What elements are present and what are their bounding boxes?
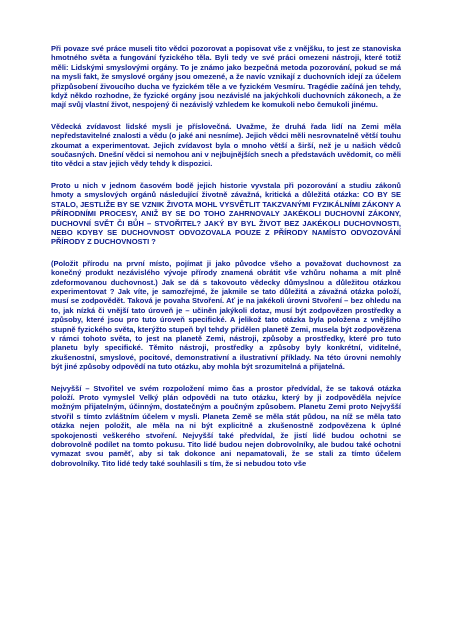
paragraph-great-plan: Nejvyšší – Stvořitel ve svém rozpoložení mimo čas a prostor předvídal, že se taková otázka položí. Proto vymyslel Velký plán odpovědi na tuto otázku, který by ji zodpověděla nejvíce možným přijatelným, účinným, dostatečným a poučným způsobem. Planetu Zemi proto Nejvyšší stvořil s tímto zvláštním účelem v mysli. Planeta Země se měla stát půdou, na níž se měla tato otázka nejen položit, ale měla na ni být explicitně a zkušenostně zodpovězena k úplné spokojenosti veškerého stvoření. Nejvyšší také předvídal, že jistí lidé budou ochotni se dobrovolně podílet na tomto pokusu. Tito lidé budou nejen dobrovolníky, ale budou také ochotni vymazat svou paměť, aby si tak dokonce ani nepamatovali, že se stali za tímto účelem dobrovolníky. Tito lidé tedy také souhlasili s tím, že si nebudou toto vše [51, 383, 401, 468]
paragraph-key-question: Proto u nich v jednom časovém bodě jejich historie vyvstala při pozorování a studiu zákonů hmoty a smyslových orgánů následující životně závažná, kritická a důležitá otázka: CO BY SE STALO, JESTLIŽE BY SE VZNIK ŽIVOTA MOHL VYSVĚTLIT TAKZVANÝMI FYZIKÁLNÍMI ZÁKONY A PŘÍRODNÍMI PROCESY, ANIŽ BY SE DO TOHO ZAHRNOVALY JAKÉKOLI DUCHOVNÍ ZÁKONY, DUCHOVNÍ SVĚT ČI BŮH – STVOŘITEL? JAKÝ BY BYL ŽIVOT BEZ JAKÉKOLI DUCHOVNOSTI, NEBO KDYBY SE DUCHOVNOST ODVOZOVALA POUZE Z PŘÍRODY NAMÍSTO ODVOZOVÁNÍ PŘÍRODY Z DUCHOVNOSTI ? [51, 180, 401, 247]
paragraph-scientists-observation: Při povaze své práce museli tito vědci pozorovat a popisovat vše z vnějšku, to jest ze stanoviska hmotného světa a fungování fyzického těla. Byli tedy ve své práci omezeni nástroji, které totiž měli: Lidskými smyslovými orgány. To je známo jako bezpečná metoda pozorování, pokud se má na mysli fakt, že smyslové orgány jsou omezené, a že navíc vznikají z duchovních idejí za účelem přizpůsobení živoucího ducha ve fyzickém těle a ve fyzickém Vesmíru. Tragédie začíná jen tehdy, když někdo rozhodne, že fyzické orgány jsou nezávislé na jakýchkoli duchovních zákonech, a že mají svůj vlastní život, nespojený či nezávislý vzhledem ke komukoli nebo čemukoli jinému. [51, 44, 401, 110]
paragraph-scientific-curiosity: Vědecká zvídavost lidské mysli je příslovečná. Uvažme, že druhá řada lidí na Zemi měla nepředstavitelné znalosti a vědu (o jaké ani nesníme). Jejich vědci měli nesrovnatelně větší touhu zkoumat a experimentovat. Jejich zvídavost byla o mnoho větší a širší, než je u našich vědců současných. Dnešní vědci si nemohou ani v nejbujnějších snech a představách uvědomit, co měli tito vědci a stav jejich vědy tehdy k dispozici. [51, 121, 401, 169]
paragraph-nature-first: (Položit přírodu na první místo, pojímat ji jako původce všeho a považovat duchovnost za konečný produkt nezávislého vývoje přírody znamená obrátit vše vzhůru nohama a mít plně zdeformovanou duchovnost.) Jak se dá s takovouto vědecky důmyslnou a důležitou otázkou experimentovat ? Jak víte, je samozřejmé, že jakmile se tato důležitá a závažná otázka položí, musí se zodpovědět. Taková je povaha Stvoření. Ať je na jakékoli úrovni Stvoření – bez ohledu na to, jak nízká či vnější tato úroveň je – učiněn jakýkoli dotaz, musí být zodpovězen prostředky a způsoby, které jsou pro tuto úroveň specifické. A jelikož tato otázka byla položena z vnějšího stupně fyzického světa, kterýžto stupeň byl tehdy přidělen planetě Zemi, musela být zodpovězena v rámci tohoto světa, to jest na planetě Zemi, nástroji, způsoby a prostředky, které pro tuto planetu byly specifické. Těmito nástroji, prostředky a způsoby byly konkrétní, viditelné, zkušenostní, smyslové, pocitové, demonstrativní a ilustrativní příklady. Na této úrovni nemohly být jiné způsoby odpovědí na tuto otázku, aby mohla být srozumitelná a přijatelná. [51, 258, 401, 372]
